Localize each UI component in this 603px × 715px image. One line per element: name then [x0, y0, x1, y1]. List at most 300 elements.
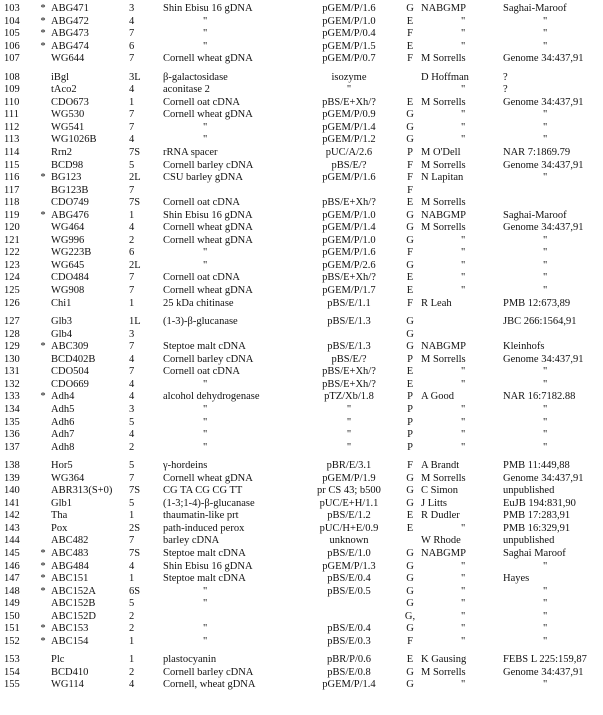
probe-source: M Sorrells [421, 197, 466, 209]
row-number: 109 [4, 84, 20, 96]
probe-type: E [406, 15, 414, 27]
chromosome-arm: 1 [129, 635, 135, 647]
clone-name: ABG472 [51, 15, 89, 27]
clone-name: Rrn2 [51, 147, 72, 159]
reference [503, 329, 603, 342]
probe-type: G [406, 598, 414, 610]
row-number: 144 [4, 535, 20, 547]
row-number: 138 [4, 460, 20, 472]
row-number: 146 [4, 560, 20, 572]
table-row [0, 485, 603, 498]
probe-source: M Sorrells [421, 472, 466, 484]
probe-source [421, 329, 503, 342]
table-row [0, 72, 603, 85]
star-marker [37, 122, 49, 135]
probe-type: E [406, 366, 414, 378]
probe-description: " [203, 15, 208, 27]
row-number: 121 [4, 234, 20, 246]
clone-name: ABG473 [51, 28, 89, 40]
clone-name: WG541 [51, 121, 85, 133]
table-row [0, 210, 603, 223]
chromosome-arm: 5 [129, 159, 135, 171]
star-marker: * [40, 172, 46, 184]
clone-name: WG1026B [51, 134, 97, 146]
star-marker [37, 298, 49, 311]
clone-name: WG996 [51, 234, 85, 246]
table-row [0, 172, 603, 185]
row-number: 150 [4, 610, 20, 622]
star-marker: * [40, 560, 46, 572]
chromosome-arm: 3 [129, 328, 135, 340]
row-number: 118 [4, 197, 20, 209]
star-marker: * [40, 341, 46, 353]
clone-name: ABC152B [51, 598, 96, 610]
clone-name: BG123B [51, 184, 89, 196]
row-number: 141 [4, 497, 20, 509]
row-number: 120 [4, 222, 20, 234]
vector-insert: pGEM/P/0.7 [322, 53, 376, 65]
chromosome-arm: 1 [129, 297, 135, 309]
row-number: 151 [4, 623, 20, 635]
table-row [0, 109, 603, 122]
star-marker: * [40, 573, 46, 585]
clone-name: BCD98 [51, 159, 84, 171]
clone-name: WG364 [51, 472, 85, 484]
row-number: 130 [4, 353, 20, 365]
probe-type: G [406, 3, 414, 14]
vector-insert: pGEM/P/1.6 [322, 3, 376, 14]
probe-description: Cornell wheat gDNA [163, 472, 253, 484]
star-marker: * [40, 15, 46, 27]
clone-name: Adh8 [51, 441, 75, 453]
probe-description: Cornell wheat gDNA [163, 109, 253, 121]
table-row [0, 598, 603, 611]
probe-type: G [406, 121, 414, 133]
vector-insert: pBS/E/0.8 [327, 666, 371, 678]
probe-source: A Brandt [421, 460, 460, 472]
chromosome-arm: 7 [129, 366, 135, 378]
reference: Hayes [503, 573, 530, 585]
star-marker [37, 272, 49, 285]
chromosome-arm: 7S [129, 547, 141, 559]
star-marker [37, 354, 49, 367]
probe-type: E [406, 197, 414, 209]
chromosome-arm: 4 [129, 560, 135, 572]
vector-insert: pBS/E/1.2 [327, 510, 371, 522]
chromosome-arm: 1L [129, 316, 141, 328]
probe-source: " [461, 121, 466, 133]
probe-source: NABGMP [421, 209, 466, 221]
vector-insert [299, 611, 399, 624]
chromosome-arm: 7 [129, 121, 135, 133]
probe-source: " [461, 134, 466, 146]
probe-description: CSU barley gDNA [163, 172, 243, 184]
star-marker [37, 379, 49, 392]
reference: PMB 17:283,91 [503, 510, 571, 522]
probe-source: K Gausing [421, 654, 467, 666]
probe-type: F [407, 635, 413, 647]
star-marker [37, 97, 49, 110]
chromosome-arm: 4 [129, 391, 135, 403]
row-number: 111 [4, 109, 19, 121]
table-row [0, 636, 603, 649]
table-row [0, 354, 603, 367]
reference: " [543, 416, 548, 428]
chromosome-arm: 5 [129, 497, 135, 509]
row-number: 114 [4, 147, 20, 159]
star-marker [37, 366, 49, 379]
reference: Genome 34:437,91 [503, 222, 584, 234]
probe-type: G [406, 134, 414, 146]
reference [503, 185, 603, 198]
probe-source: " [461, 366, 466, 378]
table-row [0, 498, 603, 511]
star-marker [37, 404, 49, 417]
clone-name: Glb1 [51, 497, 72, 509]
chromosome-arm: 7 [129, 272, 135, 284]
probe-description: plastocyanin [163, 654, 217, 666]
star-marker: * [40, 40, 46, 52]
vector-insert [299, 329, 399, 342]
clone-name: Glb4 [51, 328, 72, 340]
table-row [0, 84, 603, 97]
clone-name: Glb3 [51, 316, 72, 328]
vector-insert: pBS/E/0.4 [327, 623, 371, 635]
probe-table [0, 3, 603, 692]
row-number: 122 [4, 247, 20, 259]
row-number: 154 [4, 666, 20, 678]
probe-type: P [407, 429, 413, 441]
star-marker: * [40, 28, 46, 40]
clone-name: BG123 [51, 172, 82, 184]
chromosome-arm: 2S [129, 522, 141, 534]
clone-name: CDO504 [51, 366, 89, 378]
probe-type: G [406, 585, 414, 597]
probe-source: N Lapitan [421, 172, 464, 184]
probe-type: G [406, 623, 414, 635]
probe-type [399, 72, 421, 85]
chromosome-arm: 7S [129, 197, 141, 209]
table-row [0, 316, 603, 329]
probe-source: " [461, 623, 466, 635]
star-marker: * [40, 635, 46, 647]
table-row [0, 366, 603, 379]
reference: " [543, 285, 548, 297]
reference: Genome 34:437,91 [503, 96, 584, 108]
clone-name: ABG476 [51, 209, 89, 221]
probe-description: " [203, 429, 208, 441]
vector-insert: pBS/E/1.1 [327, 297, 371, 309]
chromosome-arm: 6S [129, 585, 141, 597]
row-number: 117 [4, 184, 20, 196]
reference: Genome 34:437,91 [503, 472, 584, 484]
chromosome-arm: 1 [129, 209, 135, 221]
clone-name: BCD402B [51, 353, 96, 365]
probe-type: G [406, 109, 414, 121]
chromosome-arm: 2L [129, 172, 141, 184]
chromosome-arm: 7S [129, 147, 141, 159]
probe-description: (1-3)-β-glucanase [163, 316, 238, 328]
table-row [0, 272, 603, 285]
chromosome-arm: 3L [129, 71, 141, 83]
clone-name: Pox [51, 522, 68, 534]
probe-type: E [406, 522, 414, 534]
row-number: 148 [4, 585, 20, 597]
vector-insert: " [346, 84, 352, 96]
chromosome-arm: 1 [129, 573, 135, 585]
vector-insert: pBS/E+Xh/? [322, 96, 376, 108]
probe-description: " [203, 28, 208, 40]
chromosome-arm: 4 [129, 222, 135, 234]
reference: NAR 16:7182.88 [503, 391, 576, 403]
vector-insert: pBS/E/0.3 [327, 635, 371, 647]
probe-type: G [406, 472, 414, 484]
star-marker [37, 147, 49, 160]
table-row [0, 667, 603, 680]
vector-insert: pGEM/P/1.7 [322, 285, 376, 297]
row-number: 142 [4, 510, 20, 522]
vector-insert: pGEM/P/1.0 [322, 234, 376, 246]
probe-type: P [407, 353, 413, 365]
clone-name: Adh6 [51, 416, 75, 428]
reference: Genome 34:437,91 [503, 353, 584, 365]
row-number: 107 [4, 53, 20, 65]
probe-description: " [203, 378, 208, 390]
probe-type: G, [404, 610, 416, 622]
probe-source: W Rhode [421, 535, 461, 547]
star-marker [37, 598, 49, 611]
probe-description: " [203, 134, 208, 146]
probe-description: Cornell, wheat gDNA [163, 679, 256, 691]
vector-insert: pBS/E/1.3 [327, 316, 371, 328]
table-row [0, 285, 603, 298]
row-number: 155 [4, 679, 20, 691]
probe-type: G [406, 316, 414, 328]
probe-description [163, 185, 299, 198]
reference: Saghai-Maroof [503, 209, 567, 221]
probe-source: M Sorrells [421, 96, 466, 108]
table-row [0, 623, 603, 636]
reference [503, 197, 603, 210]
chromosome-arm: 4 [129, 353, 135, 365]
probe-source: " [461, 441, 466, 453]
table-row [0, 510, 603, 523]
table-row [0, 586, 603, 599]
probe-type: F [407, 159, 413, 171]
reference: Saghai-Maroof [503, 3, 567, 14]
table-row [0, 535, 603, 548]
probe-description: Cornell barley cDNA [163, 353, 254, 365]
star-marker [37, 72, 49, 85]
vector-insert: pBR/E/3.1 [326, 460, 372, 472]
probe-description: Cornell oat cDNA [163, 197, 240, 209]
probe-type: G [406, 341, 414, 353]
probe-source: " [461, 416, 466, 428]
table-row [0, 679, 603, 692]
clone-name: CDO673 [51, 96, 89, 108]
chromosome-arm: 7 [129, 109, 135, 121]
reference: ? [503, 84, 508, 96]
clone-name: ABG471 [51, 3, 89, 14]
row-number: 110 [4, 96, 20, 108]
row-number: 106 [4, 40, 20, 52]
star-marker [37, 535, 49, 548]
reference: " [543, 28, 548, 40]
table-row [0, 442, 603, 455]
vector-insert: pGEM/P/1.2 [322, 134, 376, 146]
table-row [0, 235, 603, 248]
row-number: 135 [4, 416, 20, 428]
row-number: 153 [4, 654, 20, 666]
vector-insert: pBS/E+Xh/? [322, 378, 376, 390]
clone-name: Plc [51, 654, 65, 666]
reference: " [543, 247, 548, 259]
probe-type: F [407, 53, 413, 65]
star-marker [37, 679, 49, 692]
probe-description: " [203, 259, 208, 271]
reference: ? [503, 71, 508, 83]
probe-description: " [203, 247, 208, 259]
probe-type: P [407, 147, 413, 159]
chromosome-arm: 4 [129, 15, 135, 27]
chromosome-arm: 7 [129, 184, 135, 196]
probe-source: " [461, 378, 466, 390]
vector-insert: pBS/E+Xh/? [322, 272, 376, 284]
clone-name: WG645 [51, 259, 85, 271]
probe-source: " [461, 610, 466, 622]
vector-insert: pUC/H+E/0.9 [319, 522, 379, 534]
vector-insert [299, 185, 399, 198]
chromosome-arm: 7 [129, 285, 135, 297]
table-row [0, 3, 603, 16]
table-row [0, 41, 603, 54]
star-marker [37, 53, 49, 66]
probe-type: E [406, 96, 414, 108]
row-number: 126 [4, 297, 20, 309]
row-number: 149 [4, 598, 20, 610]
probe-description: Cornell wheat gDNA [163, 53, 253, 65]
probe-description: Cornell wheat gDNA [163, 234, 253, 246]
row-number: 133 [4, 391, 20, 403]
probe-type: E [406, 272, 414, 284]
probe-source: M Sorrells [421, 666, 466, 678]
vector-insert: " [346, 416, 352, 428]
probe-type: E [406, 510, 414, 522]
vector-insert: pGEM/P/1.4 [322, 222, 376, 234]
probe-type: G [406, 547, 414, 559]
probe-description: " [203, 416, 208, 428]
probe-type: G [406, 679, 414, 691]
star-marker: * [40, 585, 46, 597]
probe-description: " [203, 598, 208, 610]
chromosome-arm: 4 [129, 134, 135, 146]
probe-type: F [407, 172, 413, 184]
probe-type: G [406, 222, 414, 234]
reference: " [543, 623, 548, 635]
probe-type: G [406, 485, 414, 497]
reference: " [543, 560, 548, 572]
chromosome-arm: 7S [129, 485, 141, 497]
table-row [0, 222, 603, 235]
chromosome-arm: 4 [129, 429, 135, 441]
reference: " [543, 109, 548, 121]
row-number: 140 [4, 485, 20, 497]
reference: PMB 12:673,89 [503, 297, 571, 309]
chromosome-arm: 7 [129, 28, 135, 40]
star-marker [37, 510, 49, 523]
probe-source: R Dudler [421, 510, 460, 522]
probe-source: M Sorrells [421, 222, 466, 234]
star-marker [37, 473, 49, 486]
row-number: 125 [4, 285, 20, 297]
row-number: 119 [4, 209, 20, 221]
star-marker: * [40, 547, 46, 559]
star-marker [37, 316, 49, 329]
probe-source: " [461, 598, 466, 610]
clone-name: WG530 [51, 109, 85, 121]
clone-name: ABC154 [51, 635, 89, 647]
chromosome-arm: 7 [129, 341, 135, 353]
clone-name: BCD410 [51, 666, 89, 678]
probe-type: F [407, 297, 413, 309]
vector-insert: pGEM/P/1.3 [322, 560, 376, 572]
probe-source: M Sorrells [421, 353, 466, 365]
table-row [0, 341, 603, 354]
star-marker [37, 523, 49, 536]
vector-insert: pUC/A/2.6 [325, 147, 373, 159]
probe-type: F [407, 460, 413, 472]
chromosome-arm: 3 [129, 3, 135, 14]
probe-source: M Sorrells [421, 53, 466, 65]
chromosome-arm: 1 [129, 510, 135, 522]
vector-insert: pGEM/P/1.0 [322, 15, 376, 27]
vector-insert: pBS/E/1.3 [327, 341, 371, 353]
row-number: 131 [4, 366, 20, 378]
table-row [0, 53, 603, 66]
probe-type: P [407, 391, 413, 403]
probe-description: rRNA spacer [163, 147, 218, 159]
row-number: 136 [4, 429, 20, 441]
row-number: 127 [4, 316, 20, 328]
clone-name: ABG474 [51, 40, 89, 52]
clone-name: CDO484 [51, 272, 89, 284]
reference: Genome 34:437,91 [503, 159, 584, 171]
probe-description: alcohol dehydrogenase [163, 391, 260, 403]
probe-source: " [461, 573, 466, 585]
probe-type: P [407, 403, 413, 415]
probe-description: " [203, 585, 208, 597]
clone-name: ABC152A [51, 585, 96, 597]
row-number: 139 [4, 472, 20, 484]
clone-name: Tha [51, 510, 68, 522]
probe-description: " [203, 403, 208, 415]
table-row [0, 134, 603, 147]
reference: FEBS L 225:159,87 [503, 654, 587, 666]
star-marker [37, 429, 49, 442]
probe-description: Cornell barley cDNA [163, 666, 254, 678]
table-row [0, 379, 603, 392]
probe-source: M O'Dell [421, 147, 461, 159]
star-marker: * [40, 391, 46, 403]
chromosome-arm: 1 [129, 96, 135, 108]
row-number: 123 [4, 259, 20, 271]
reference: " [543, 15, 548, 27]
reference: " [543, 598, 548, 610]
vector-insert: pBR/P/0.6 [326, 654, 372, 666]
reference: " [543, 610, 548, 622]
reference: Genome 34:437,91 [503, 666, 584, 678]
clone-name: tAco2 [51, 84, 77, 96]
